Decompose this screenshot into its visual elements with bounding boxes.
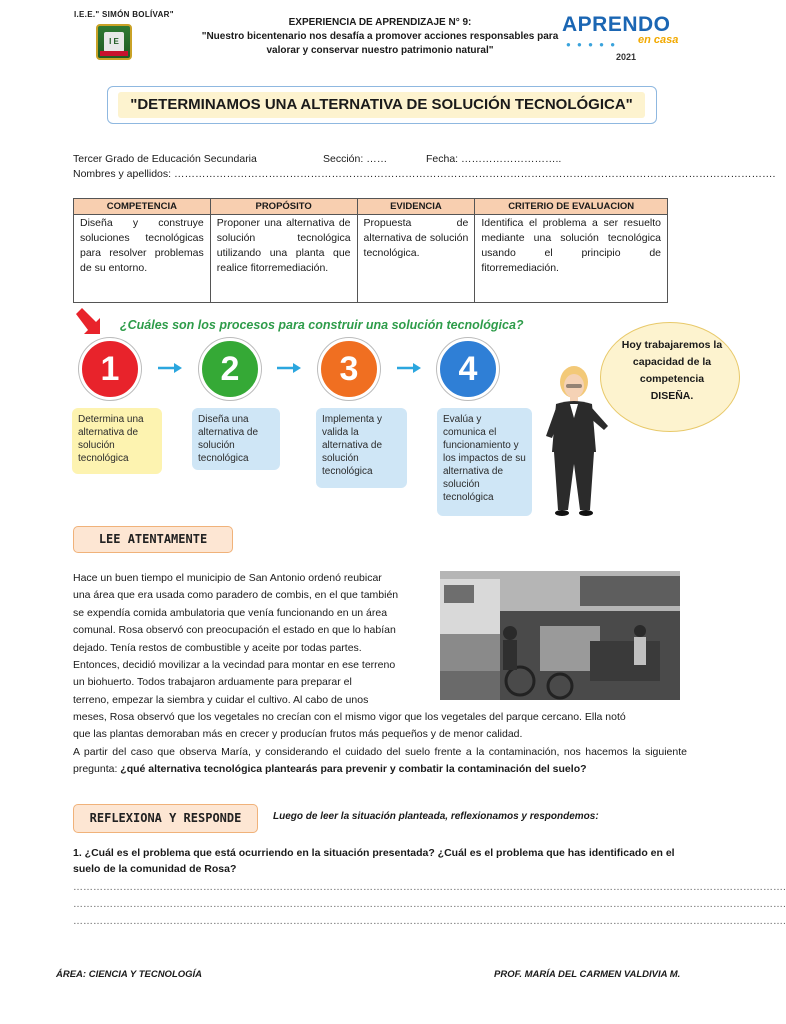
experience-header — [150, 16, 610, 58]
logo-main-text: APRENDO — [562, 13, 671, 36]
step-3-circle: 3 — [318, 338, 380, 400]
step-3-description: Implementa y valida la alternativa de solución tecnológica — [316, 408, 407, 488]
story-question — [73, 744, 687, 779]
question-1: 1. ¿Cuál es el problema que está ocurriendo en la situación presentada? ¿Cuál es el problema que has identificado en el suelo de la comunidad de Rosa? — [73, 847, 675, 875]
story-paragraph-bottom — [73, 709, 687, 779]
header-competencia: COMPETENCIA — [74, 199, 211, 215]
crest-band — [100, 51, 128, 56]
step-1-description: Determina una alternativa de solución tecnológica — [72, 408, 162, 474]
process-question: ¿Cuáles son los procesos para construir una solución tecnológica? — [120, 318, 524, 332]
aprendo-en-casa-logo — [562, 14, 692, 66]
step-2-circle: 2 — [199, 338, 261, 400]
logo-year: 2021 — [616, 52, 637, 62]
title-banner — [107, 86, 657, 124]
answer-line[interactable]: ……………………………………………………………………………………………………………………………………………………………………………………………. — [73, 916, 786, 927]
reflect-respond-label: REFLEXIONA Y RESPONDE — [73, 804, 258, 833]
speech-bubble: Hoy trabajaremos la capacidad de la competencia DISEÑA. — [600, 322, 740, 432]
story-line: que las plantas demoraban más en crecer y producían frutos más pequeños y de menor calidad. — [73, 728, 523, 741]
footer-area: ÁREA: CIENCIA Y TECNOLOGÍA — [56, 969, 203, 980]
story-line: un biohuerto. Todos trabajaron arduamente para preparar el — [73, 676, 352, 689]
story-line: Entonces, decidió movilizar a la vecindad para montar en ese terreno — [73, 659, 396, 672]
table-header-row — [74, 199, 668, 215]
arrow-right-icon — [276, 362, 302, 374]
story-paragraph-top — [73, 570, 430, 709]
answer-line[interactable]: ……………………………………………………………………………………………………………………………………………………………………………………………. — [73, 882, 786, 893]
footer-teacher: PROF. MARÍA DEL CARMEN VALDIVIA M. — [494, 969, 681, 980]
header-proposito: PROPÓSITO — [210, 199, 357, 215]
experience-theme-line2: valorar y conservar nuestro patrimonio natural" — [266, 45, 494, 56]
table-row — [74, 215, 668, 303]
section-field: Sección: …… — [323, 153, 388, 165]
story-question-lead: A partir del caso que observa María, y considerando el cuidado del suelo frente a la contaminación, nos hacemos la siguiente pregunta: — [73, 745, 687, 776]
competency-table — [73, 198, 668, 303]
crest-initials: I E — [104, 32, 124, 52]
story-line: terreno, empezar la siembra y cuidar el cultivo. Al cabo de unos — [73, 693, 369, 706]
red-pointer-arrow-icon — [74, 306, 104, 336]
answer-line[interactable]: ……………………………………………………………………………………………………………………………………………………………………………………………. — [73, 899, 786, 910]
school-crest-logo — [96, 24, 132, 60]
header-evidencia: EVIDENCIA — [357, 199, 475, 215]
cell-competencia: Diseña y construye soluciones tecnológicas para resolver problemas de su entorno. — [74, 215, 211, 303]
header-criterio: CRITERIO DE EVALUACION — [475, 199, 668, 215]
cell-evidencia: Propuesta de alternativa de solución tecnológica. — [357, 215, 475, 303]
story-line: una área que era usada como paradero de combis, en el que también — [73, 589, 399, 602]
arrow-right-icon — [157, 362, 183, 374]
logo-dots: ● ● ● ● ● — [566, 40, 618, 49]
cell-criterio: Identifica el problema a ser resuelto mediante una solución tecnológica usando el principio de fitorremediación. — [475, 215, 668, 303]
cell-proposito: Proponer una alternativa de solución tecnológica utilizando una planta que realice fitorremediación. — [210, 215, 357, 303]
story-line: Hace un buen tiempo el municipio de San Antonio ordenó reubicar — [73, 572, 382, 584]
story-question-bold: ¿qué alternativa tecnológica plantearás para prevenir y combatir la contaminación del suelo? — [120, 763, 587, 776]
read-carefully-label: LEE ATENTAMENTE — [73, 526, 233, 553]
experience-number: EXPERIENCIA DE APRENDIZAJE N° 9: — [288, 17, 472, 28]
date-field: Fecha: ……………………….. — [426, 153, 562, 165]
step-1-circle: 1 — [79, 338, 141, 400]
arrow-right-icon — [396, 362, 422, 374]
names-field: Nombres y apellidos: ………………………………………………………………………………………………………………………………………………………. — [73, 168, 776, 180]
story-line: meses, Rosa observó que los vegetales no crecían con el mismo vigor que los vegetales del parque cercano. Ella notó — [73, 711, 626, 723]
story-line: se expendía comida ambulatoria que venía funcionando en un área — [73, 606, 388, 619]
reflect-instruction: Luego de leer la situación planteada, reflexionamos y respondemos: — [273, 811, 599, 822]
story-line: dejado. Tenía restos de combustible y aceite por todas partes. — [73, 641, 362, 654]
step-4-description: Evalúa y comunica el funcionamiento y los impactos de su alternativa de solución tecnológica — [437, 408, 532, 516]
experience-theme-line1: "Nuestro bicentenario nos desafía a promover acciones responsables para — [201, 31, 559, 42]
page-title: "DETERMINAMOS UNA ALTERNATIVA DE SOLUCIÓN TECNOLÓGICA" — [118, 92, 645, 118]
market-photo — [440, 571, 680, 700]
school-name: I.E.E." SIMÓN BOLÍVAR" — [74, 10, 174, 19]
teacher-illustration-icon — [540, 360, 610, 518]
grade-label: Tercer Grado de Educación Secundaria — [73, 153, 257, 165]
step-4-circle: 4 — [437, 338, 499, 400]
step-2-description: Diseña una alternativa de solución tecnológica — [192, 408, 280, 470]
story-line: comunal. Rosa observó con preocupación el estado en que lo habían — [73, 624, 396, 637]
logo-sub-text: en casa — [638, 34, 679, 46]
